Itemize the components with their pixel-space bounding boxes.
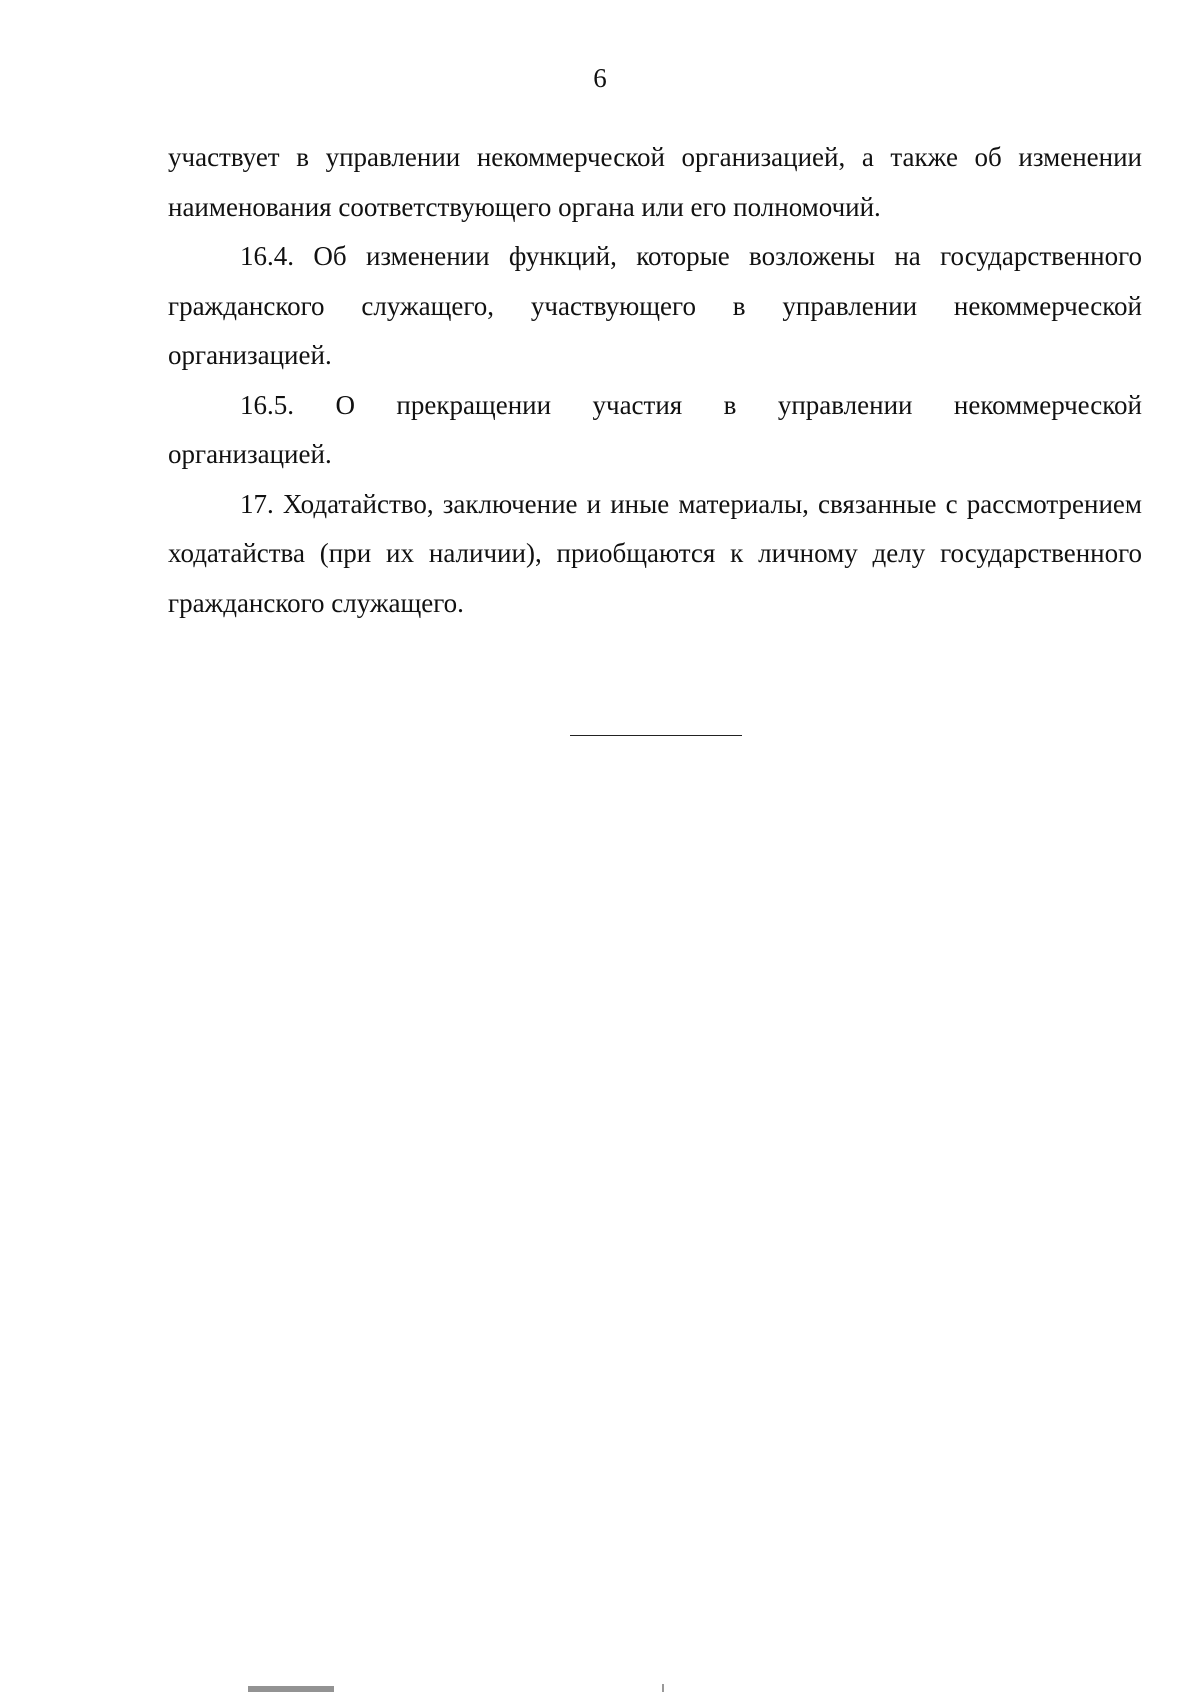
paragraph-16-3-continuation: участвует в управлении некоммерческой организацией, а также об изменении наименования соответствующего органа или его полномочий. <box>168 142 1142 222</box>
paragraph-16-5: 16.5. О прекращении участия в управлении некоммерческой организацией. <box>168 389 1142 469</box>
paragraph-16-4: 16.4. Об изменении функций, которые возложены на государственного гражданского служащего, участвующего в управлении некоммерческой организацией. <box>168 241 1142 370</box>
scan-artifact <box>248 1686 334 1692</box>
paragraph-17: 17. Ходатайство, заключение и иные материалы, связанные с рассмотрением ходатайства (при их наличии), приобщаются к личному делу государственного гражданского служащего. <box>168 488 1142 618</box>
document-body <box>168 133 1142 628</box>
scan-artifact-mark <box>662 1684 664 1692</box>
page-number: 6 <box>593 63 607 93</box>
end-of-document-rule <box>570 735 742 736</box>
